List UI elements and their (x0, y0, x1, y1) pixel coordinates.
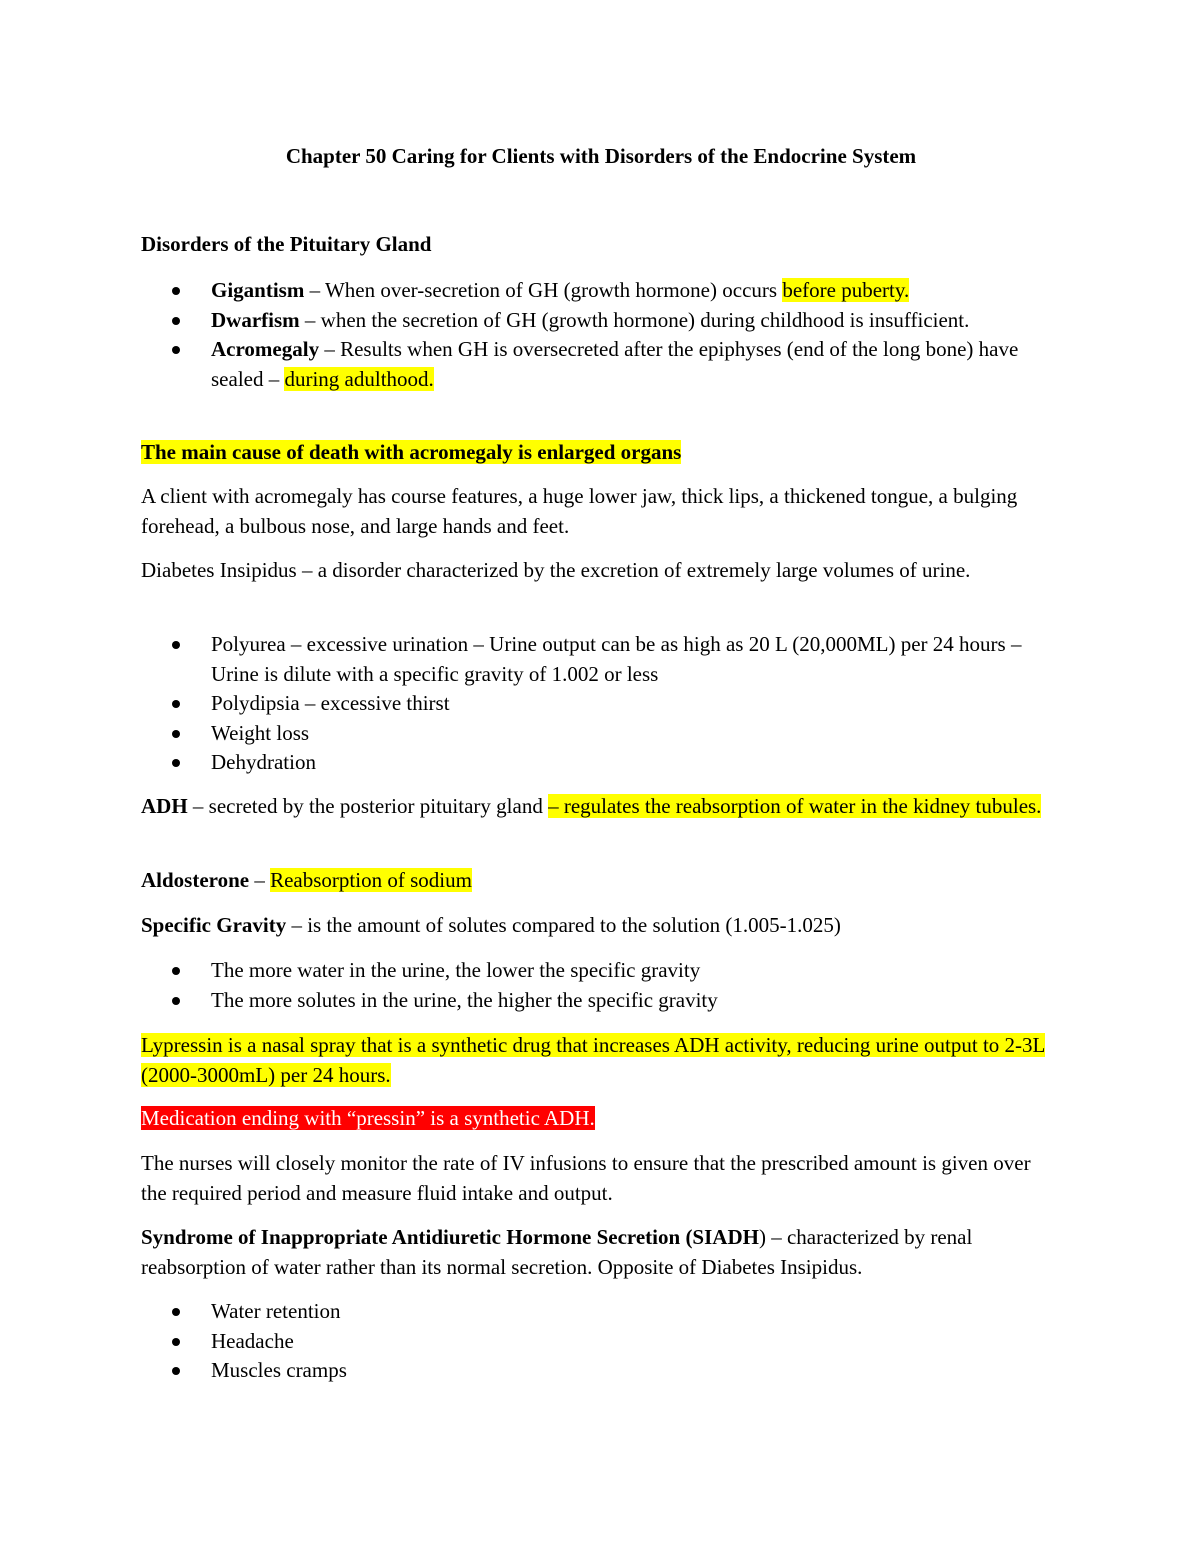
lypressin-note (141, 1031, 1061, 1090)
list-item (141, 986, 1051, 1016)
list-item-text: Polydipsia – excessive thirst (211, 691, 450, 715)
aldosterone-paragraph (141, 866, 1061, 896)
list-item-text: The more solutes in the urine, the higher the specific gravity (211, 987, 718, 1012)
bullet-icon (172, 641, 180, 649)
list-item (141, 1327, 1051, 1357)
pressin-note (141, 1104, 1061, 1134)
aldosterone-text: – (249, 868, 271, 892)
term-adh: ADH (141, 794, 188, 818)
bullet-icon (172, 287, 180, 295)
diabetes-insipidus-list (141, 630, 1061, 778)
list-item (141, 689, 1051, 719)
list-item (141, 719, 1051, 749)
siadh-text: ) – characterized by renal reabsorption of water rather than its normal secretion. Opposite of Diabetes Insipidus. (141, 1225, 973, 1279)
list-item (141, 630, 1051, 689)
bullet-icon (172, 759, 180, 767)
adh-paragraph (141, 792, 1061, 822)
acromegaly-death-note (141, 438, 1061, 468)
term-specific-gravity: Specific Gravity (141, 913, 287, 937)
list-item-text: Weight loss (211, 720, 310, 745)
bullet-icon (172, 346, 180, 354)
pituitary-list (141, 276, 1061, 394)
siadh-list (141, 1297, 1061, 1386)
list-item-dwarfism (141, 306, 1051, 336)
list-item-text: Water retention (211, 1299, 341, 1323)
term-dwarfism: Dwarfism (211, 307, 300, 332)
specific-gravity-paragraph (141, 911, 1061, 941)
gigantism-highlight: before puberty. (782, 278, 910, 302)
aldosterone-highlight: Reabsorption of sodium (270, 868, 472, 892)
adh-highlight: – regulates the reabsorption of water in the kidney tubules. (548, 794, 1042, 818)
bullet-icon (172, 967, 180, 975)
acromegaly-death-highlight: The main cause of death with acromegaly is enlarged organs (141, 440, 682, 464)
section-heading-pituitary: Disorders of the Pituitary Gland (141, 232, 432, 256)
list-item (141, 956, 1051, 986)
term-aldosterone: Aldosterone (141, 868, 250, 892)
term-gigantism: Gigantism (211, 278, 305, 302)
bullet-icon (172, 1367, 180, 1375)
specific-gravity-list (141, 956, 1061, 1015)
list-item (141, 1297, 1051, 1327)
term-acromegaly: Acromegaly (211, 337, 320, 361)
acromegaly-highlight: during adulthood. (284, 366, 434, 391)
list-item-text: Muscles cramps (211, 1358, 347, 1382)
list-item-text: Dehydration (211, 750, 316, 774)
bullet-icon (172, 317, 180, 325)
list-item-text: The more water in the urine, the lower the specific gravity (211, 958, 701, 982)
adh-text: – secreted by the posterior pituitary gland (187, 794, 549, 818)
list-item-acromegaly (141, 335, 1051, 394)
siadh-paragraph (141, 1223, 1061, 1282)
list-item (141, 748, 1051, 778)
acromegaly-features: A client with acromegaly has course features, a huge lower jaw, thick lips, a thickened tongue, a bulging forehead, a bulbous nose, and large hands and feet. (141, 484, 1018, 538)
bullet-icon (172, 1338, 180, 1346)
dwarfism-text: – when the secretion of GH (growth hormone) during childhood is insufficient. (299, 307, 970, 332)
term-siadh: Syndrome of Inappropriate Antidiuretic Hormone Secretion (SIADH (141, 1225, 759, 1249)
bullet-icon (172, 730, 180, 738)
specific-gravity-text: – is the amount of solutes compared to the solution (1.005-1.025) (286, 913, 841, 937)
list-item-text: Polyurea – excessive urination – Urine output can be as high as 20 L (20,000ML) per 24 hours – Urine is dilute with a specific gravity of 1.002 or less (211, 632, 1022, 686)
bullet-icon (172, 1308, 180, 1316)
bullet-icon (172, 700, 180, 708)
page-title: Chapter 50 Caring for Clients with Disorders of the Endocrine System (285, 144, 917, 168)
list-item-text: Headache (211, 1328, 294, 1353)
lypressin-highlight: Lypressin is a nasal spray that is a synthetic drug that increases ADH activity, reducing urine output to 2-3L (2000-3000mL) per 24 hours. (141, 1033, 1046, 1087)
bullet-icon (172, 997, 180, 1005)
gigantism-text: – When over-secretion of GH (growth hormone) occurs (304, 278, 783, 302)
acromegaly-text: – Results when GH is oversecreted after the epiphyses (end of the long bone) have sealed – (211, 337, 1019, 391)
iv-infusion-note: The nurses will closely monitor the rate of IV infusions to ensure that the prescribed amount is given over the required period and measure fluid intake and output. (141, 1151, 1031, 1205)
list-item-gigantism (141, 276, 1051, 306)
list-item (141, 1356, 1051, 1386)
diabetes-insipidus-intro: Diabetes Insipidus – a disorder characterized by the excretion of extremely large volumes of urine. (141, 558, 971, 582)
pressin-highlight: Medication ending with “pressin” is a synthetic ADH. (141, 1106, 595, 1130)
